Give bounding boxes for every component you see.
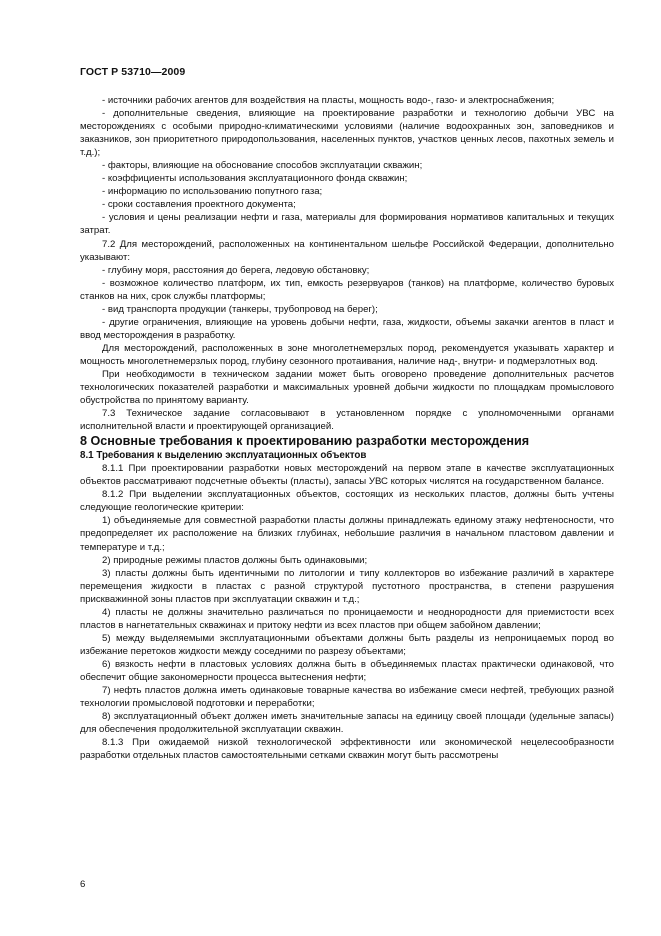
paragraph: 1) объединяемые для совместной разработки пласты должны принадлежать единому этажу нефтеносности, что предопределяет их расположение на близких глубинах, небольшие различия в начальном пластовом давлении и температуре и т.д.; (80, 515, 614, 553)
paragraph: - источники рабочих агентов для воздействия на пласты, мощность водо-, газо- и электроснабжения; (102, 95, 555, 106)
paragraph: 8.1.1 При проектировании разработки новых месторождений на первом этапе в качестве эксплуатационных объектов рассматривают подсчетные объекты (пласты), запасы УВС которых числятся на государственном балансе. (80, 463, 614, 488)
paragraph: 7.2 Для месторождений, расположенных на континентальном шельфе Российской Федерации, дополнительно указывают: (80, 238, 614, 263)
paragraph: 5) между выделяемыми эксплуатационными объектами должны быть разделы из непроницаемых пород во избежание перетоков жидкости между соседними по разрезу объектами; (80, 632, 614, 657)
paragraph: - глубину моря, расстояния до берега, ледовую обстановку; (102, 264, 370, 276)
page-number: 6 (80, 879, 86, 890)
paragraph: - информацию по использованию попутного газа; (102, 186, 323, 198)
paragraph: Для месторождений, расположенных в зоне многолетнемерзлых пород, рекомендуется указывать характер и мощность многолетнемерзлых пород, глубину сезонного протаивания, наличие над-, внутри- и подмерзлотных вод. (80, 342, 614, 367)
paragraph: 8.1.3 При ожидаемой низкой технологической эффективности или экономической нецелесообразности разработки отдельных пластов самостоятельными сетками скважин могут быть рассмотрены (80, 737, 614, 762)
paragraph: - факторы, влияющие на обоснование способов эксплуатации скважин; (102, 160, 423, 172)
paragraph: - сроки составления проектного документа; (102, 199, 296, 211)
paragraph: - другие ограничения, влияющие на уровень добычи нефти, газа, жидкости, объемы закачки агентов в пласт и ввод месторождения в разработку. (80, 316, 614, 341)
paragraph: - возможное количество платформ, их тип, емкость резервуаров (танков) на платформе, количество буровых станков на них, срок службы платформы; (80, 277, 614, 302)
paragraph: 6) вязкость нефти в пластовых условиях должна быть в объединяемых пластах практически одинаковой, что обеспечит общие закономерности процесса вытеснения нефти; (80, 658, 614, 683)
paragraph: 8) эксплуатационный объект должен иметь значительные запасы на единицу своей площади (удельные запасы) для обеспечения продолжительной эксплуатации скважин. (80, 711, 614, 736)
paragraph: 3) пласты должны быть идентичными по литологии и типу коллекторов во избежание различий в характере перемещения жидкости в пластах с разной структурой пустотного пространства, в степени разрушения прискважинной зоны пластов при эксплуатации скважин и т.д.; (80, 567, 614, 605)
paragraph: 7.3 Техническое задание согласовывают в установленном порядке с уполномоченными органами исполнительной власти и проектирующей организацией. (80, 408, 614, 433)
paragraph: 8.1.2 При выделении эксплуатационных объектов, состоящих из нескольких пластов, должны быть учтены следующие геологические критерии: (80, 489, 614, 514)
paragraph: 2) природные режимы пластов должны быть одинаковыми; (102, 554, 368, 566)
paragraph: 4) пласты не должны значительно различаться по проницаемости и неоднородности для приемистости всех пластов в нагнетательных скважинах и притоку нефти из всех пластов при общем забойном давлении; (80, 606, 614, 631)
paragraph: 7) нефть пластов должна иметь одинаковые товарные качества во избежание смеси нефтей, требующих разной технологии промысловой подготовки и переработки; (80, 685, 614, 710)
paragraph: - вид транспорта продукции (танкеры, трубопровод на берег); (102, 303, 378, 315)
paragraph: - условия и цены реализации нефти и газа, материалы для формирования нормативов капитальных и текущих затрат. (80, 212, 614, 237)
paragraph: - дополнительные сведения, влияющие на проектирование разработки и технологию добычи УВС на месторождениях с особыми природно-климатическими условиями (наличие водоохранных зон, заповедников и заказников, зон приоритетного природопользования, населенных пунктов, участков ценных лесов, пахотных земель и т.д.); (80, 108, 614, 159)
subsection-title: 8.1 Требования к выделению эксплуатационных объектов (80, 450, 367, 462)
section-title: 8 Основные требования к проектированию разработки месторождения (80, 434, 530, 449)
paragraph: - коэффициенты использования эксплуатационного фонда скважин; (102, 173, 408, 185)
document-header: ГОСТ Р 53710—2009 (80, 66, 186, 78)
document-body (80, 94, 614, 762)
paragraph: При необходимости в техническом задании может быть оговорено проведение дополнительных расчетов технологических показателей разработки и максимальных уровней добычи жидкости по площадкам промыслового обустройства по принятому варианту. (80, 368, 614, 407)
